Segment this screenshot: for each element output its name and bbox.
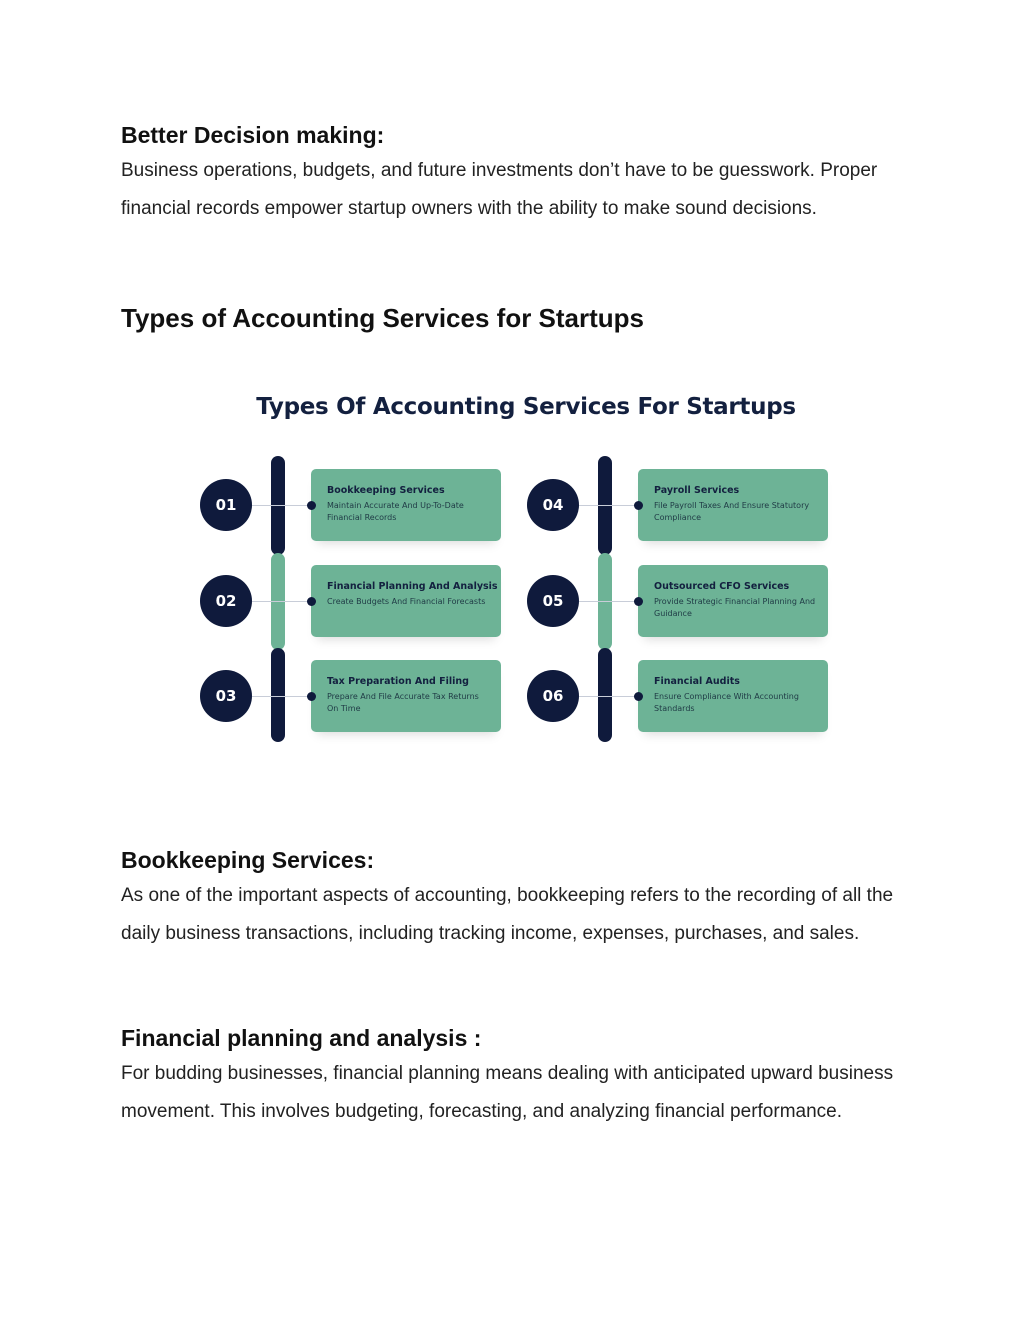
service-description: Prepare And File Accurate Tax Returns On Time — [327, 692, 479, 713]
timeline-bar-segment — [271, 553, 285, 650]
infographic-column — [180, 456, 520, 746]
connector-dot — [307, 501, 316, 510]
heading-types-of-services: Types of Accounting Services for Startups — [121, 303, 644, 333]
connector-dot — [634, 692, 643, 701]
service-title: Financial Planning And Analysis — [327, 580, 498, 592]
paragraph-bookkeeping: As one of the important aspects of accounting, bookkeeping refers to the recording of all the daily business transactions, including tracking income, expenses, purchases, and sales. — [121, 885, 894, 944]
service-card — [638, 469, 828, 541]
connector-line — [252, 601, 312, 602]
step-number-badge: 03 — [200, 670, 252, 722]
service-description: Ensure Compliance With Accounting Standards — [654, 692, 799, 713]
service-card — [311, 660, 501, 732]
connector-line — [579, 601, 639, 602]
service-title: Financial Audits — [654, 676, 740, 687]
service-card — [311, 565, 501, 637]
service-description: File Payroll Taxes And Ensure Statutory Compliance — [654, 501, 810, 522]
service-title: Payroll Services — [654, 485, 740, 496]
connector-dot — [634, 501, 643, 510]
heading-better-decision: Better Decision making: — [121, 122, 385, 148]
service-title: Bookkeeping Services — [327, 485, 445, 496]
service-title: Outsourced CFO Services — [654, 580, 790, 592]
connector-line — [579, 505, 639, 506]
connector-line — [252, 505, 312, 506]
connector-dot — [307, 692, 316, 701]
paragraph-better-decision: Business operations, budgets, and future investments don’t have to be guesswork. Proper financial records empower startup owners with the ability to make sound decisions. — [121, 160, 878, 219]
connector-dot — [307, 597, 316, 606]
service-description: Maintain Accurate And Up-To-Date Financial Records — [327, 501, 464, 522]
step-number-badge: 02 — [200, 575, 252, 627]
service-card — [311, 469, 501, 541]
step-number-badge: 01 — [200, 479, 252, 531]
service-card — [638, 565, 828, 637]
connector-dot — [634, 597, 643, 606]
paragraph-financial-planning: For budding businesses, financial planning means dealing with anticipated upward business movement. This involves budgeting, forecasting, and analyzing financial performance. — [121, 1063, 894, 1122]
service-description: Create Budgets And Financial Forecasts — [327, 596, 486, 606]
timeline-bar-segment — [598, 648, 612, 742]
infographic-title: Types Of Accounting Services For Startups — [256, 394, 796, 420]
timeline-bar-segment — [271, 648, 285, 742]
connector-line — [252, 696, 312, 697]
timeline-bar-segment — [598, 553, 612, 650]
infographic-column — [507, 456, 847, 746]
step-number-badge: 06 — [527, 670, 579, 722]
heading-financial-planning: Financial planning and analysis : — [121, 1025, 482, 1051]
connector-line — [579, 696, 639, 697]
step-number-badge: 05 — [527, 575, 579, 627]
service-card — [638, 660, 828, 732]
heading-bookkeeping: Bookkeeping Services: — [121, 847, 375, 873]
services-infographic — [180, 380, 860, 780]
service-title: Tax Preparation And Filing — [327, 676, 469, 687]
step-number-badge: 04 — [527, 479, 579, 531]
service-description: Provide Strategic Financial Planning And Guidance — [654, 596, 816, 618]
